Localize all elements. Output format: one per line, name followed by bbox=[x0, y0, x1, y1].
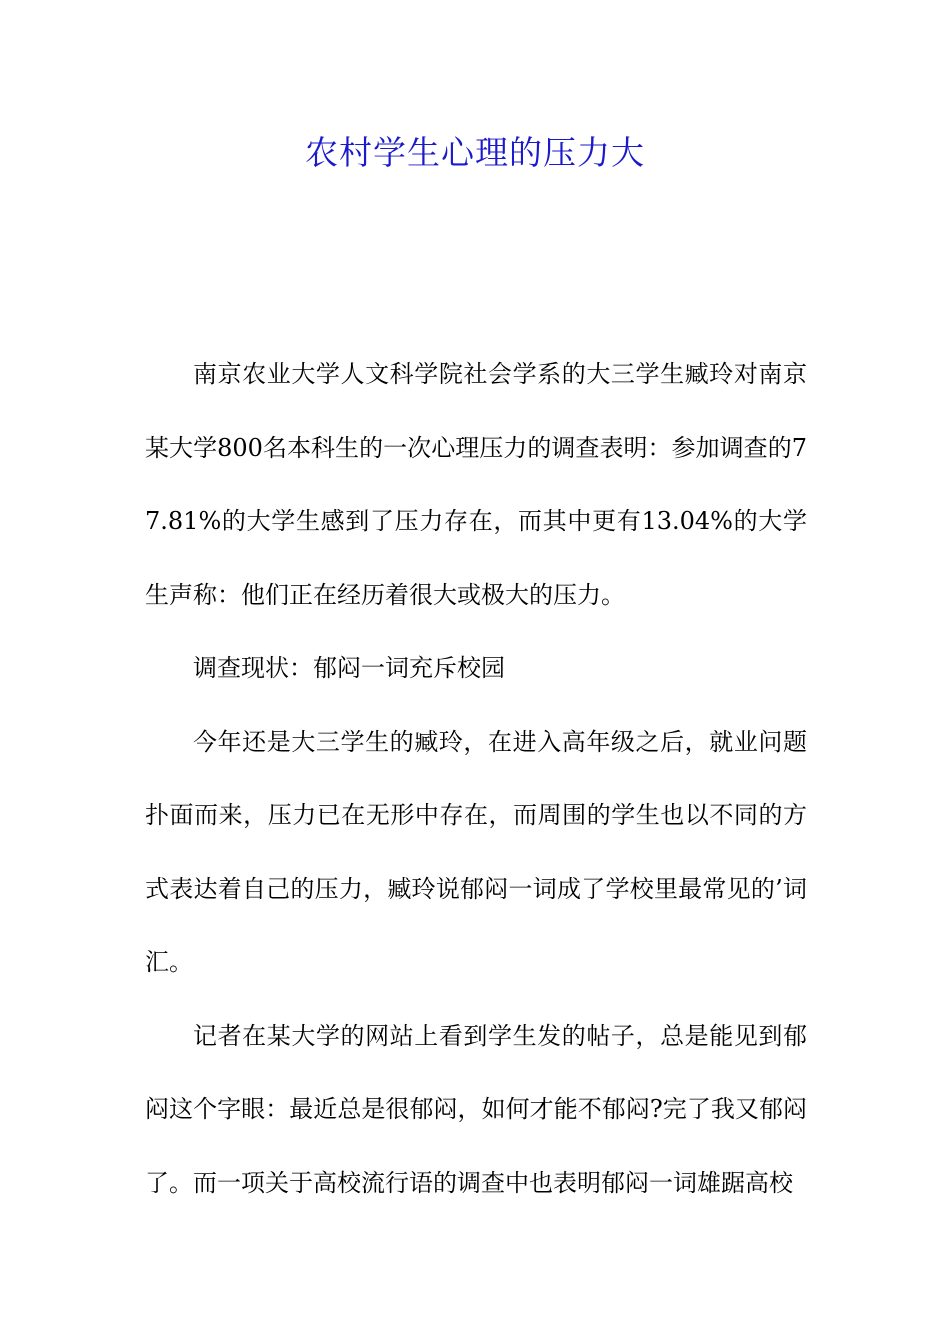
paragraph-website-posts: 记者在某大学的网站上看到学生发的帖子，总是能见到郁闷这个字眼：最近总是很郁闷，如何才能不郁闷?完了我又郁闷了。而一项关于高校流行语的调查中也表明郁闷一词雄踞高校 bbox=[145, 1021, 807, 1197]
paragraph-survey-intro: 南京农业大学人文科学院社会学系的大三学生臧玲对南京某大学800名本科生的一次心理压力的调查表明：参加调查的77.81%的大学生感到了压力存在，而其中更有13.04%的大学生声称：他们正在经历着很大或极大的压力。 bbox=[145, 360, 807, 609]
document-title: 农村学生心理的压力大 bbox=[305, 133, 645, 172]
paragraph-zangling-story: 今年还是大三学生的臧玲，在进入高年级之后，就业问题扑面而来，压力已在无形中存在，而周围的学生也以不同的方式表达着自己的压力，臧玲说郁闷一词成了学校里最常见的’词汇。 bbox=[145, 727, 807, 976]
document-body bbox=[145, 338, 807, 1220]
paragraph-section-heading: 调查现状：郁闷一词充斥校园 bbox=[193, 654, 505, 682]
